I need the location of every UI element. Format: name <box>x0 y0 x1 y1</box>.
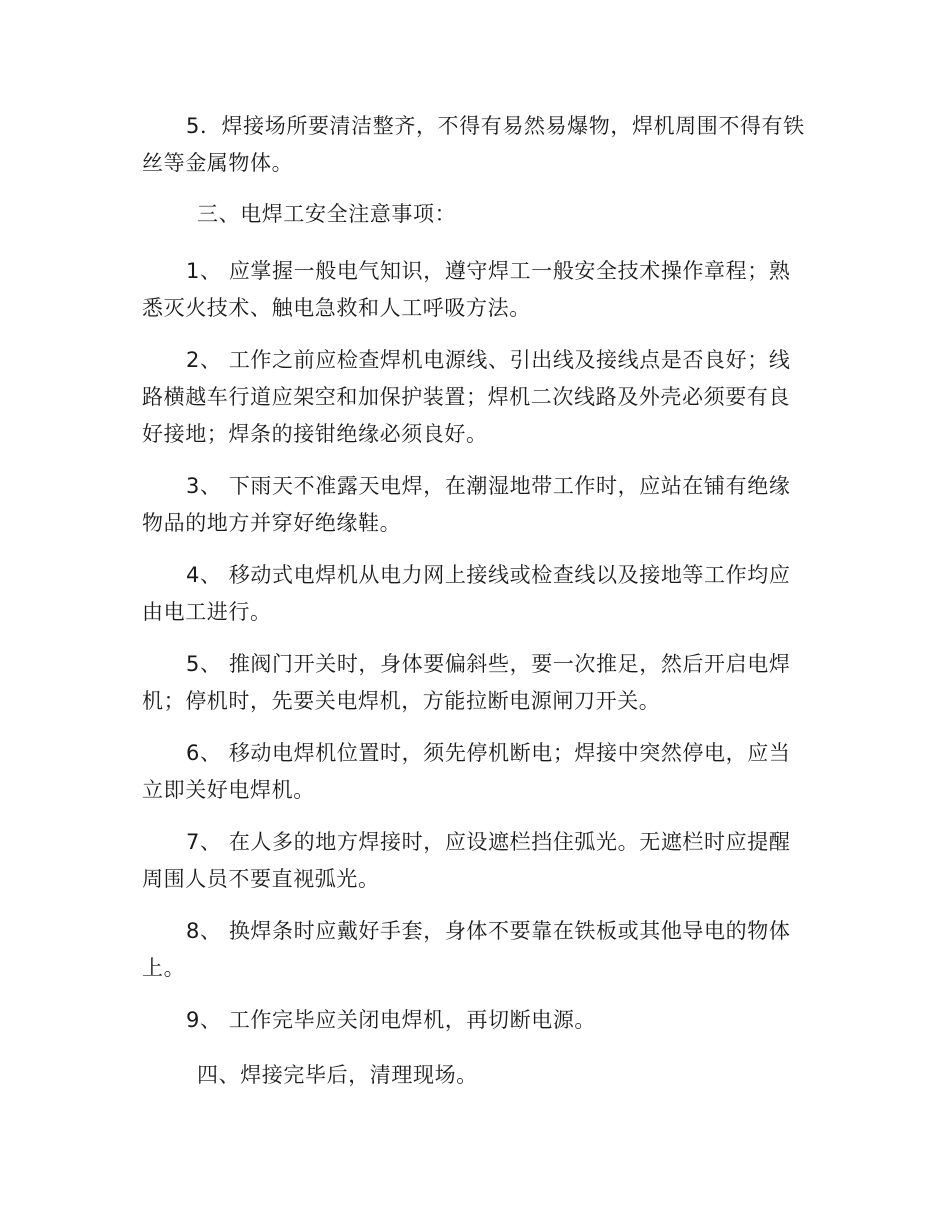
paragraph-rule-5 <box>142 646 807 720</box>
paragraph-rule-3 <box>142 468 807 542</box>
paragraph-rule-6 <box>142 735 807 809</box>
paragraph-rule-9 <box>142 1002 807 1039</box>
paragraph-text: 4、 移动式电焊机从电力网上接线或检查线以及接地等工作均应由电工进行。 <box>142 563 791 624</box>
paragraph-rule-4 <box>142 557 807 631</box>
paragraph-rule-2 <box>142 342 807 453</box>
paragraph-text: 7、 在人多的地方焊接时，应设遮栏挡住弧光。无遮栏时应提醒周围人员不要直视弧光。 <box>142 830 791 891</box>
paragraph-item-5 <box>142 108 807 182</box>
paragraph-text: 3、 下雨天不准露天电焊，在潮湿地带工作时，应站在铺有绝缘物品的地方并穿好绝缘鞋。 <box>142 474 791 535</box>
paragraph-text: 2、 工作之前应检查焊机电源线、引出线及接线点是否良好；线路横越车行道应架空和加保护装置；焊机二次线路及外壳必须要有良好接地；焊条的接钳绝缘必须良好。 <box>142 348 791 446</box>
section-heading-3: 三、电焊工安全注意事项： <box>197 202 457 226</box>
paragraph-text: 1、 应掌握一般电气知识，遵守焊工一般安全技术操作章程；熟悉灭火技术、触电急救和人工呼吸方法。 <box>142 259 791 320</box>
section-heading-4: 四、焊接完毕后，清理现场。 <box>197 1063 478 1087</box>
paragraph-text: 6、 移动电焊机位置时，须先停机断电；焊接中突然停电，应当立即关好电焊机。 <box>142 741 791 802</box>
paragraph-rule-7 <box>142 824 807 898</box>
paragraph-text: 9、 工作完毕应关闭电焊机，再切断电源。 <box>186 1008 597 1032</box>
paragraph-rule-1 <box>142 253 807 327</box>
paragraph-text: 8、 换焊条时应戴好手套，身体不要靠在铁板或其他导电的物体上。 <box>142 919 791 980</box>
paragraph-rule-8 <box>142 913 807 987</box>
paragraph-text: 5．焊接场所要清洁整齐，不得有易然易爆物，焊机周围不得有铁丝等金属物体。 <box>142 114 805 175</box>
paragraph-text: 5、 推阀门开关时，身体要偏斜些，要一次推足，然后开启电焊机；停机时，先要关电焊机，方能拉断电源闸刀开关。 <box>142 652 791 713</box>
